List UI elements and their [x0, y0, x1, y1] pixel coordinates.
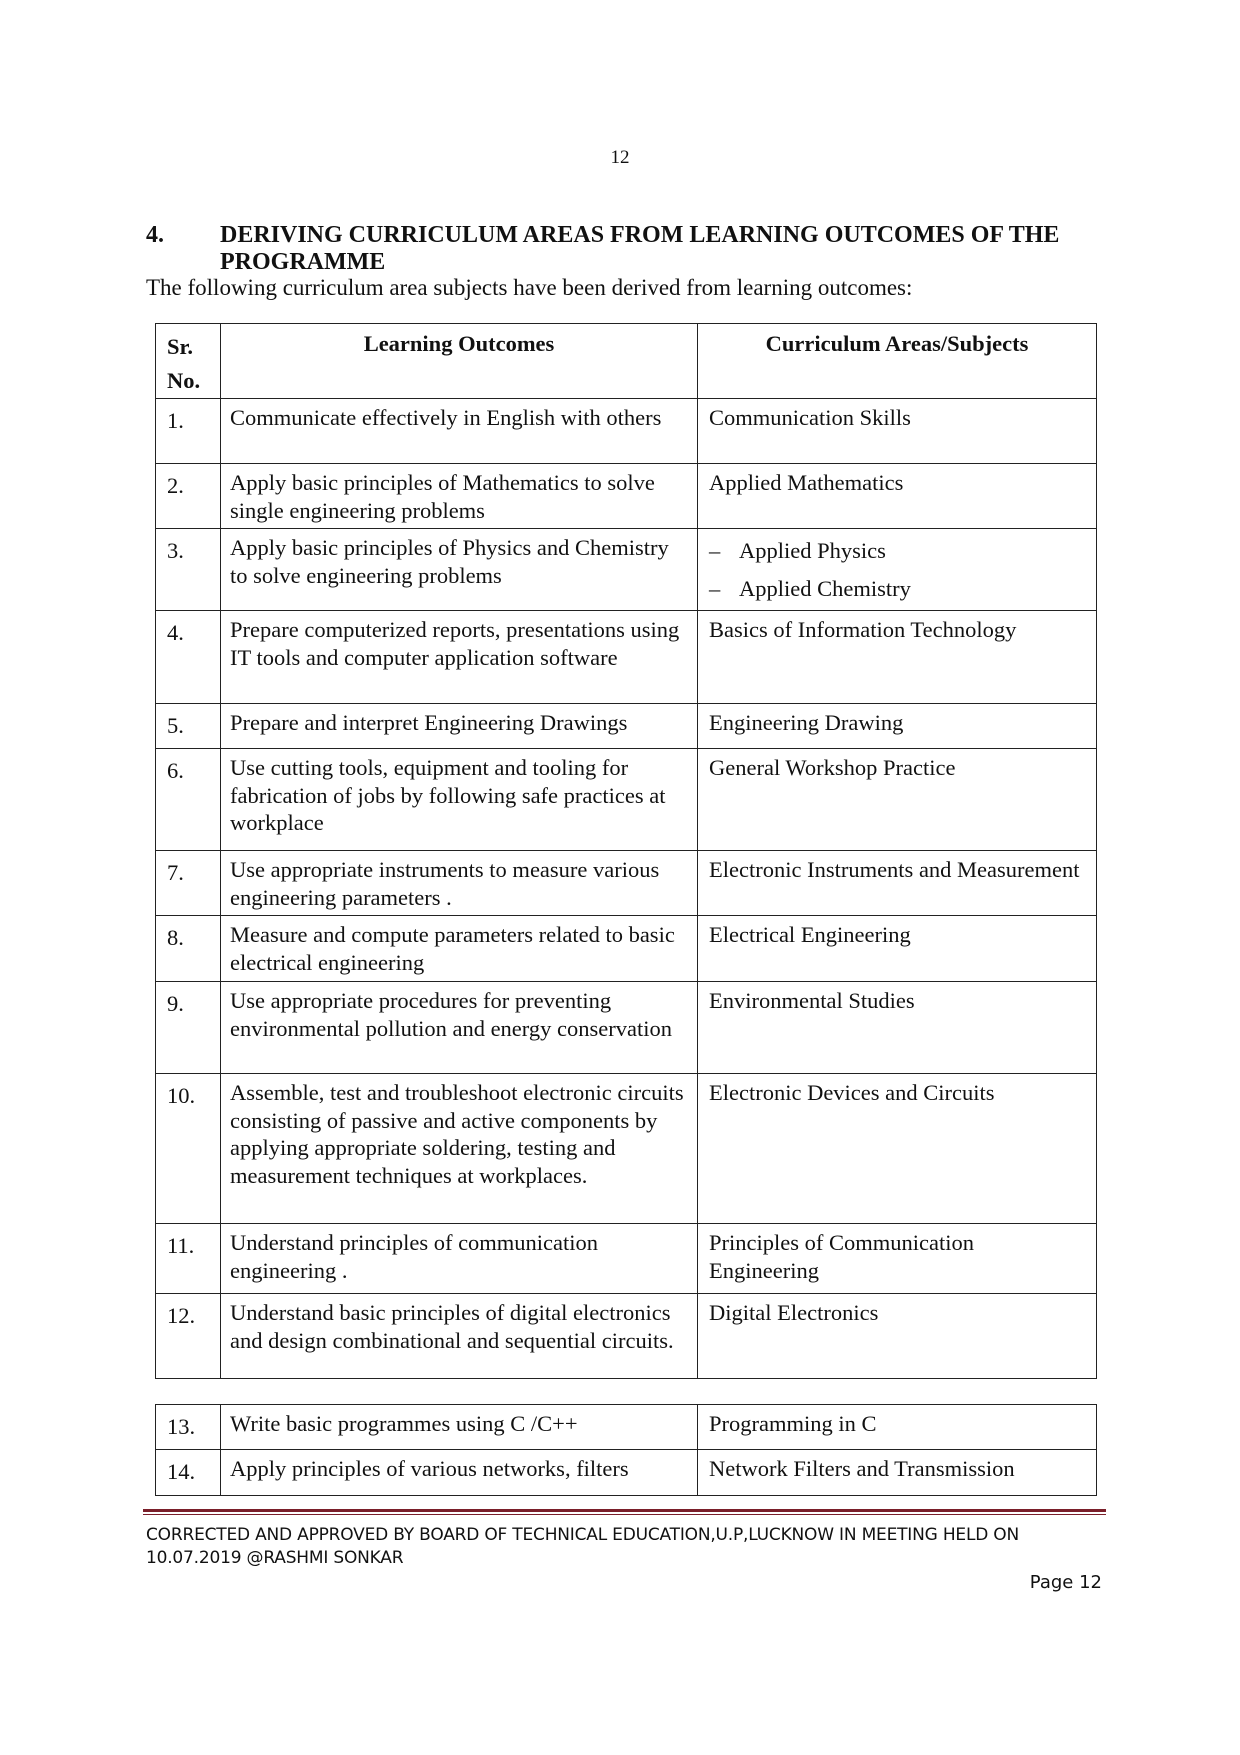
row-sr: 11. — [156, 1224, 221, 1294]
page-label: Page 12 — [1029, 1572, 1102, 1593]
row-area: Engineering Drawing — [698, 704, 1097, 749]
area-list-item: – Applied Chemistry — [709, 572, 1088, 610]
footer-divider-thick — [143, 1509, 1106, 1512]
footer-line-2: 10.07.2019 @RASHMI SONKAR — [146, 1548, 404, 1568]
area-list-item: – Applied Physics — [709, 534, 1088, 572]
row-sr: 2. — [156, 464, 221, 529]
row-sr: 14. — [156, 1450, 221, 1496]
header-curriculum-areas: Curriculum Areas/Subjects — [698, 324, 1097, 399]
footer-line-1: CORRECTED AND APPROVED BY BOARD OF TECHNICAL EDUCATION,U.P,LUCKNOW IN MEETING HELD ON — [146, 1525, 1020, 1545]
row-outcome: Apply basic principles of Mathematics to solve single engineering problems — [221, 464, 698, 529]
row-outcome: Use cutting tools, equipment and tooling for fabrication of jobs by following safe practices at workplace — [221, 749, 698, 851]
table-row — [156, 851, 1097, 916]
intro-paragraph: The following curriculum area subjects have been derived from learning outcomes: — [146, 275, 913, 300]
table-row — [156, 982, 1097, 1074]
section-title — [220, 222, 1120, 276]
row-area: General Workshop Practice — [698, 749, 1097, 851]
table-row — [156, 1450, 1097, 1496]
row-area: Programming in C — [698, 1405, 1097, 1450]
header-sr-line-1: Sr. — [167, 334, 194, 359]
outcomes-table — [155, 323, 1097, 1379]
table-row — [156, 611, 1097, 704]
row-area: Principles of Communication Engineering — [698, 1224, 1097, 1294]
row-area: Communication Skills — [698, 399, 1097, 464]
row-sr: 8. — [156, 916, 221, 982]
row-sr: 9. — [156, 982, 221, 1074]
row-outcome: Use appropriate procedures for preventing environmental pollution and energy conservation — [221, 982, 698, 1074]
row-outcome: Communicate effectively in English with others — [221, 399, 698, 464]
table-row — [156, 749, 1097, 851]
row-sr: 7. — [156, 851, 221, 916]
row-outcome: Write basic programmes using C /C++ — [221, 1405, 698, 1450]
table-row — [156, 1405, 1097, 1450]
row-area: Environmental Studies — [698, 982, 1097, 1074]
section-number: 4. — [146, 222, 164, 248]
row-area: Electrical Engineering — [698, 916, 1097, 982]
table-row — [156, 1224, 1097, 1294]
row-outcome: Understand principles of communication engineering . — [221, 1224, 698, 1294]
row-sr: 6. — [156, 749, 221, 851]
header-sr-no — [156, 324, 221, 399]
section-title-line-1: DERIVING CURRICULUM AREAS FROM LEARNING OUTCOMES OF THE — [220, 222, 1060, 248]
row-sr: 13. — [156, 1405, 221, 1450]
table-row — [156, 1294, 1097, 1379]
row-sr: 5. — [156, 704, 221, 749]
row-area: Electronic Devices and Circuits — [698, 1074, 1097, 1224]
row-outcome: Apply principles of various networks, filters — [221, 1450, 698, 1496]
row-area: Electronic Instruments and Measurement — [698, 851, 1097, 916]
row-outcome: Understand basic principles of digital electronics and design combinational and sequential circuits. — [221, 1294, 698, 1379]
table-row — [156, 399, 1097, 464]
row-sr: 12. — [156, 1294, 221, 1379]
table-row — [156, 916, 1097, 982]
row-outcome: Assemble, test and troubleshoot electronic circuits consisting of passive and active components by applying appropriate soldering, testing and measurement techniques at workplaces. — [221, 1074, 698, 1224]
table-header-row — [156, 324, 1097, 399]
table-row — [156, 1074, 1097, 1224]
row-sr: 10. — [156, 1074, 221, 1224]
row-sr: 1. — [156, 399, 221, 464]
section-title-line-2: PROGRAMME — [220, 249, 386, 275]
row-area: Basics of Information Technology — [698, 611, 1097, 704]
outcomes-table-continued — [155, 1404, 1097, 1496]
row-outcome: Apply basic principles of Physics and Chemistry to solve engineering problems — [221, 529, 698, 611]
table-row — [156, 704, 1097, 749]
header-learning-outcomes: Learning Outcomes — [221, 324, 698, 399]
table-row — [156, 529, 1097, 611]
row-outcome: Prepare computerized reports, presentations using IT tools and computer application software — [221, 611, 698, 704]
row-outcome: Measure and compute parameters related to basic electrical engineering — [221, 916, 698, 982]
area-dash-list — [709, 534, 1088, 610]
page-number-top: 12 — [610, 147, 630, 168]
row-area: Applied Mathematics — [698, 464, 1097, 529]
footer-divider-thin — [143, 1514, 1106, 1515]
row-outcome: Prepare and interpret Engineering Drawings — [221, 704, 698, 749]
footer-approval-note — [146, 1524, 1106, 1570]
table-row — [156, 464, 1097, 529]
row-sr: 3. — [156, 529, 221, 611]
row-area: Network Filters and Transmission — [698, 1450, 1097, 1496]
row-outcome: Use appropriate instruments to measure various engineering parameters . — [221, 851, 698, 916]
row-area: Digital Electronics — [698, 1294, 1097, 1379]
row-area-list — [698, 529, 1097, 611]
header-sr-line-2: No. — [167, 368, 201, 393]
row-sr: 4. — [156, 611, 221, 704]
